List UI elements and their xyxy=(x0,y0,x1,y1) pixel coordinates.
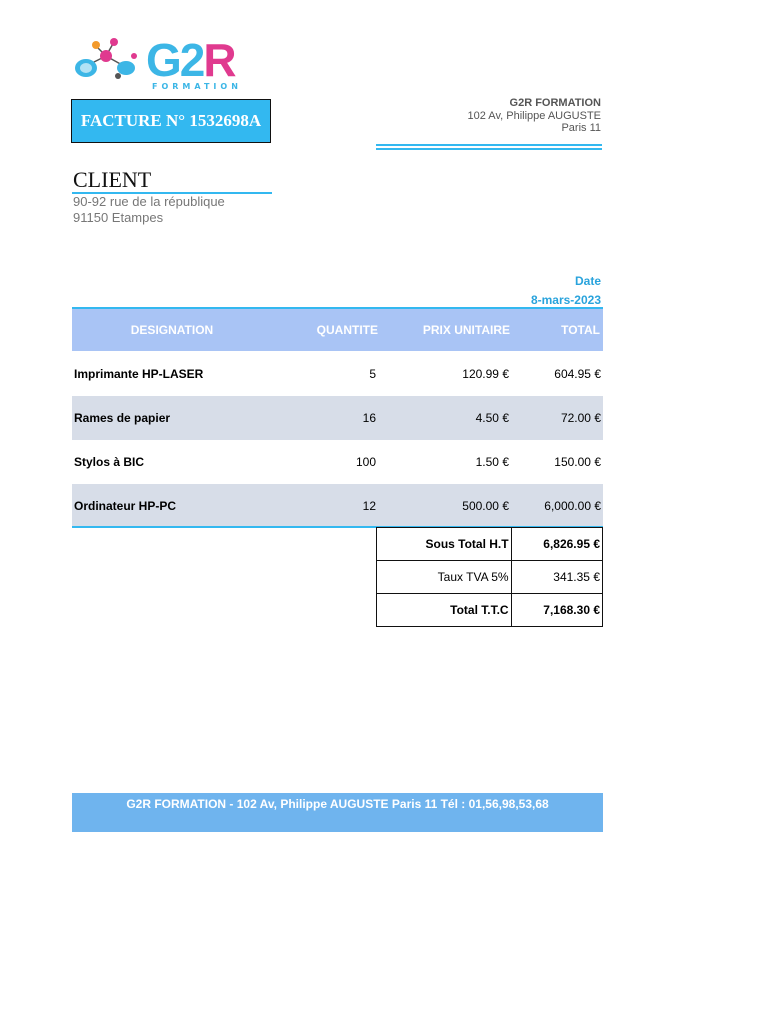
cell-quantite: 5 xyxy=(369,367,376,381)
footer-bar xyxy=(72,793,603,832)
cell-designation: Imprimante HP-LASER xyxy=(74,367,204,381)
table-row xyxy=(72,484,603,528)
total-ttc-value: 7,168.30 € xyxy=(511,594,602,627)
cell-quantite: 16 xyxy=(362,411,376,425)
cell-designation: Stylos à BIC xyxy=(74,455,145,469)
tva-value: 341.35 € xyxy=(511,561,602,594)
company-divider xyxy=(376,144,602,146)
client-address xyxy=(73,194,225,225)
logo-molecule-icon xyxy=(74,36,146,84)
header-quantite: QUANTITE xyxy=(316,323,378,337)
cell-prix-unitaire: 4.50 € xyxy=(475,411,509,425)
invoice-number: FACTURE N° 1532698A xyxy=(80,111,262,130)
company-address-line1: 102 Av, Philippe AUGUSTE xyxy=(467,109,601,122)
client-address-line2: 91150 Etampes xyxy=(73,209,164,225)
cell-total: 604.95 € xyxy=(554,367,601,381)
company-address-line2: Paris 11 xyxy=(561,122,601,134)
invoice-number-box xyxy=(71,99,271,143)
header-prix-unitaire: PRIX UNITAIRE xyxy=(422,323,510,337)
table-header xyxy=(72,309,603,351)
invoice-date xyxy=(531,272,601,310)
cell-designation: Rames de papier xyxy=(74,411,171,425)
tva-label: Taux TVA 5% xyxy=(377,561,512,594)
logo-wordmark: G2R xyxy=(146,34,235,86)
cell-total: 150.00 € xyxy=(554,455,601,469)
company-logo xyxy=(74,36,254,96)
company-divider xyxy=(376,148,602,150)
client-address-line1: 90-92 rue de la république xyxy=(73,194,225,209)
table-row xyxy=(72,396,603,440)
total-ttc-row xyxy=(377,594,603,627)
client-title: CLIENT xyxy=(73,167,152,192)
footer-text: G2R FORMATION - 102 Av, Philippe AUGUSTE Paris 11 Tél : 01,56,98,53,68 xyxy=(126,797,549,811)
logo-subtitle: FORMATION xyxy=(152,82,242,91)
date-value: 8-mars-2023 xyxy=(530,293,601,307)
table-row xyxy=(72,440,603,484)
totals-table xyxy=(376,527,603,627)
cell-total: 6,000.00 € xyxy=(544,499,601,513)
company-info xyxy=(468,97,602,135)
subtotal-value: 6,826.95 € xyxy=(511,528,602,561)
header-total: TOTAL xyxy=(561,323,600,337)
cell-prix-unitaire: 1.50 € xyxy=(475,455,509,469)
total-ttc-label: Total T.T.C xyxy=(377,594,512,627)
company-name: G2R FORMATION xyxy=(509,97,601,109)
date-label: Date xyxy=(574,274,601,288)
header-designation: DESIGNATION xyxy=(130,323,214,337)
subtotal-row xyxy=(377,528,603,561)
table-row xyxy=(72,352,603,396)
cell-quantite: 12 xyxy=(362,499,376,513)
cell-prix-unitaire: 120.99 € xyxy=(462,367,509,381)
cell-prix-unitaire: 500.00 € xyxy=(462,499,509,513)
tva-row xyxy=(377,561,603,594)
cell-total: 72.00 € xyxy=(560,411,601,425)
subtotal-label: Sous Total H.T xyxy=(377,528,512,561)
cell-designation: Ordinateur HP-PC xyxy=(74,499,177,513)
cell-quantite: 100 xyxy=(355,455,376,469)
